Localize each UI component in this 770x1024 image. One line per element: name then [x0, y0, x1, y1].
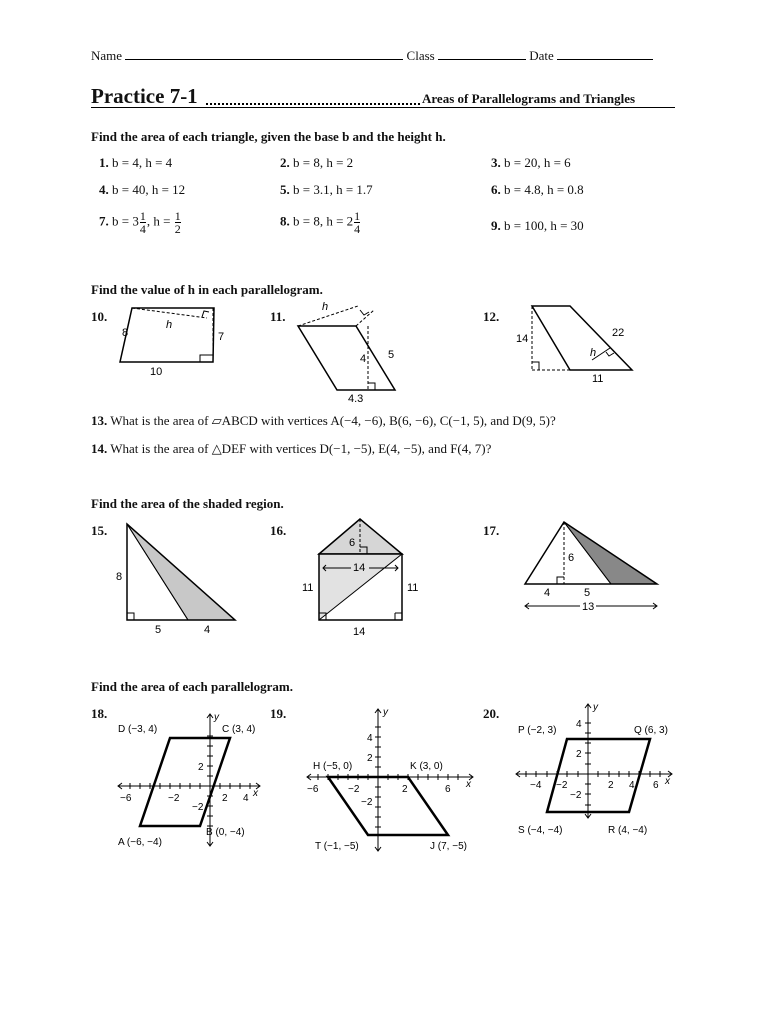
p18-point-a: A (−6, −4) [118, 837, 162, 848]
class-field[interactable] [438, 47, 526, 60]
p20-point-p: P (−2, 3) [518, 725, 557, 736]
p15-b2-label: 4 [204, 624, 211, 636]
p16-mid-label: 14 [353, 562, 366, 574]
section4-instruction: Find the area of each parallelogram. [91, 679, 293, 694]
p19-tick-x2: 2 [402, 784, 408, 795]
p10-h-label: h [166, 319, 173, 331]
problem-2: 2. b = 8, h = 2 [280, 155, 354, 170]
p11-side-label: 5 [388, 349, 395, 361]
p18-tick-y2: 2 [198, 762, 204, 773]
section1-instruction: Find the area of each triangle, given the base b and the height h. [91, 129, 446, 144]
p12-left-label: 14 [516, 333, 529, 345]
p18-point-c: C (3, 4) [222, 724, 256, 735]
p11-inner-label: 4 [360, 353, 367, 365]
p18-tick-x4: 4 [243, 793, 249, 804]
shaded-figure-17 [520, 516, 665, 624]
parallelogram-figure-12 [510, 298, 650, 388]
p20-point-q: Q (6, 3) [634, 725, 668, 736]
p19-point-h: H (−5, 0) [313, 761, 353, 772]
date-label: Date [529, 48, 554, 63]
p19-point-t: T (−1, −5) [315, 841, 359, 852]
question-13: 13. What is the area of ▱ABCD with vertices A(−4, −6), B(6, −6), C(−1, 5), and D(9, 5)? [91, 413, 556, 428]
p19-point-j: J (7, −5) [430, 841, 467, 852]
p19-tick-x-neg6: −6 [307, 784, 319, 795]
problem-20-number: 20. [483, 706, 500, 721]
p18-point-d: D (−3, 4) [118, 724, 158, 735]
p18-point-b: B (0, −4) [206, 827, 245, 838]
p10-side-label: 8 [122, 327, 129, 339]
p20-x-axis-label: x [665, 776, 670, 787]
class-label: Class [406, 48, 435, 63]
p19-tick-x-neg2: −2 [348, 784, 360, 795]
p17-b1-label: 4 [544, 587, 551, 599]
p20-point-r: R (4, −4) [608, 825, 648, 836]
p20-tick-x-neg2: −2 [556, 780, 568, 791]
p19-tick-y-neg2: −2 [361, 797, 373, 808]
p20-tick-x6: 6 [653, 780, 659, 791]
p20-tick-y2: 2 [576, 749, 582, 760]
section3-instruction: Find the area of the shaded region. [91, 496, 284, 511]
p20-tick-x-neg4: −4 [530, 780, 542, 791]
p16-base-label: 14 [353, 626, 366, 638]
p20-tick-x2: 2 [608, 780, 614, 791]
problem-12-number: 12. [483, 309, 500, 324]
p20-tick-y-neg2: −2 [570, 790, 582, 801]
question-14: 14. What is the area of △DEF with vertices D(−1, −5), E(4, −5), and F(4, 7)? [91, 441, 492, 456]
p18-x-axis-label: x [253, 788, 258, 799]
p18-tick-x-neg6: −6 [120, 793, 132, 804]
p12-side-label: 22 [612, 327, 625, 339]
p12-base-label: 11 [592, 373, 604, 385]
p19-tick-y2: 2 [367, 753, 373, 764]
p18-tick-y-neg2: −2 [192, 802, 204, 813]
p17-h-label: 6 [568, 552, 575, 564]
section2-instruction: Find the value of h in each parallelogram. [91, 282, 323, 297]
parallelogram-figure-11 [288, 298, 408, 406]
problem-6: 6. b = 4.8, h = 0.8 [491, 182, 584, 197]
p17-total-label: 13 [582, 601, 595, 613]
page-subtitle: Areas of Parallelograms and Triangles [422, 91, 636, 106]
p19-point-k: K (3, 0) [410, 761, 443, 772]
p19-y-axis-label: y [383, 707, 388, 718]
problem-3: 3. b = 20, h = 6 [491, 155, 571, 170]
p20-tick-x4: 4 [629, 780, 635, 791]
problem-9: 9. b = 100, h = 30 [491, 218, 584, 233]
p19-x-axis-label: x [466, 779, 471, 790]
p10-base-label: 10 [150, 366, 163, 378]
p10-right-label: 7 [218, 331, 225, 343]
coordinate-graph-18 [112, 706, 272, 856]
p20-point-s: S (−4, −4) [518, 825, 563, 836]
p18-tick-x2: 2 [222, 793, 228, 804]
page-title: Practice 7-1 [91, 84, 198, 108]
problem-15-number: 15. [91, 523, 108, 538]
name-label: Name [91, 48, 123, 63]
problem-10-number: 10. [91, 309, 108, 324]
problem-11-number: 11. [270, 309, 286, 324]
title-dotted-rule [206, 103, 420, 105]
header-line [91, 47, 675, 64]
name-field[interactable] [125, 47, 403, 60]
p20-tick-y4: 4 [576, 719, 582, 730]
p20-y-axis-label: y [593, 702, 598, 713]
p11-h-label: h [322, 301, 329, 313]
problem-8: 8. b = 8, h = 2 $\frac{1}{4}$ [280, 209, 361, 236]
title-underline [91, 107, 675, 108]
p16-left-label: 11 [302, 582, 314, 594]
p16-right-label: 11 [407, 582, 419, 594]
coordinate-graph-20 [512, 698, 677, 840]
shaded-figure-16 [290, 513, 430, 643]
shaded-figure-15 [110, 518, 250, 638]
p17-b2-label: 5 [584, 587, 591, 599]
p19-tick-x6: 6 [445, 784, 451, 795]
problem-16-number: 16. [270, 523, 287, 538]
problem-7: 7. b = 3 $\frac{1}{4}$ , h = $\frac{1}{2}$ [99, 209, 181, 236]
p18-tick-x-neg2: −2 [168, 793, 180, 804]
problem-1: 1. b = 4, h = 4 [99, 155, 173, 170]
problem-19-number: 19. [270, 706, 287, 721]
p12-h-label: h [590, 347, 597, 359]
p11-base-label: 4.3 [348, 393, 364, 405]
date-field[interactable] [557, 47, 653, 60]
p18-y-axis-label: y [214, 712, 219, 723]
p15-b1-label: 5 [155, 624, 162, 636]
problem-4: 4. b = 40, h = 12 [99, 182, 186, 197]
p19-tick-y4: 4 [367, 733, 373, 744]
parallelogram-figure-10 [110, 300, 240, 380]
coordinate-graph-19 [297, 703, 482, 858]
problem-17-number: 17. [483, 523, 500, 538]
p15-h-label: 8 [116, 571, 123, 583]
problem-5: 5. b = 3.1, h = 1.7 [280, 182, 373, 197]
problem-18-number: 18. [91, 706, 108, 721]
p16-top-label: 6 [349, 537, 356, 549]
